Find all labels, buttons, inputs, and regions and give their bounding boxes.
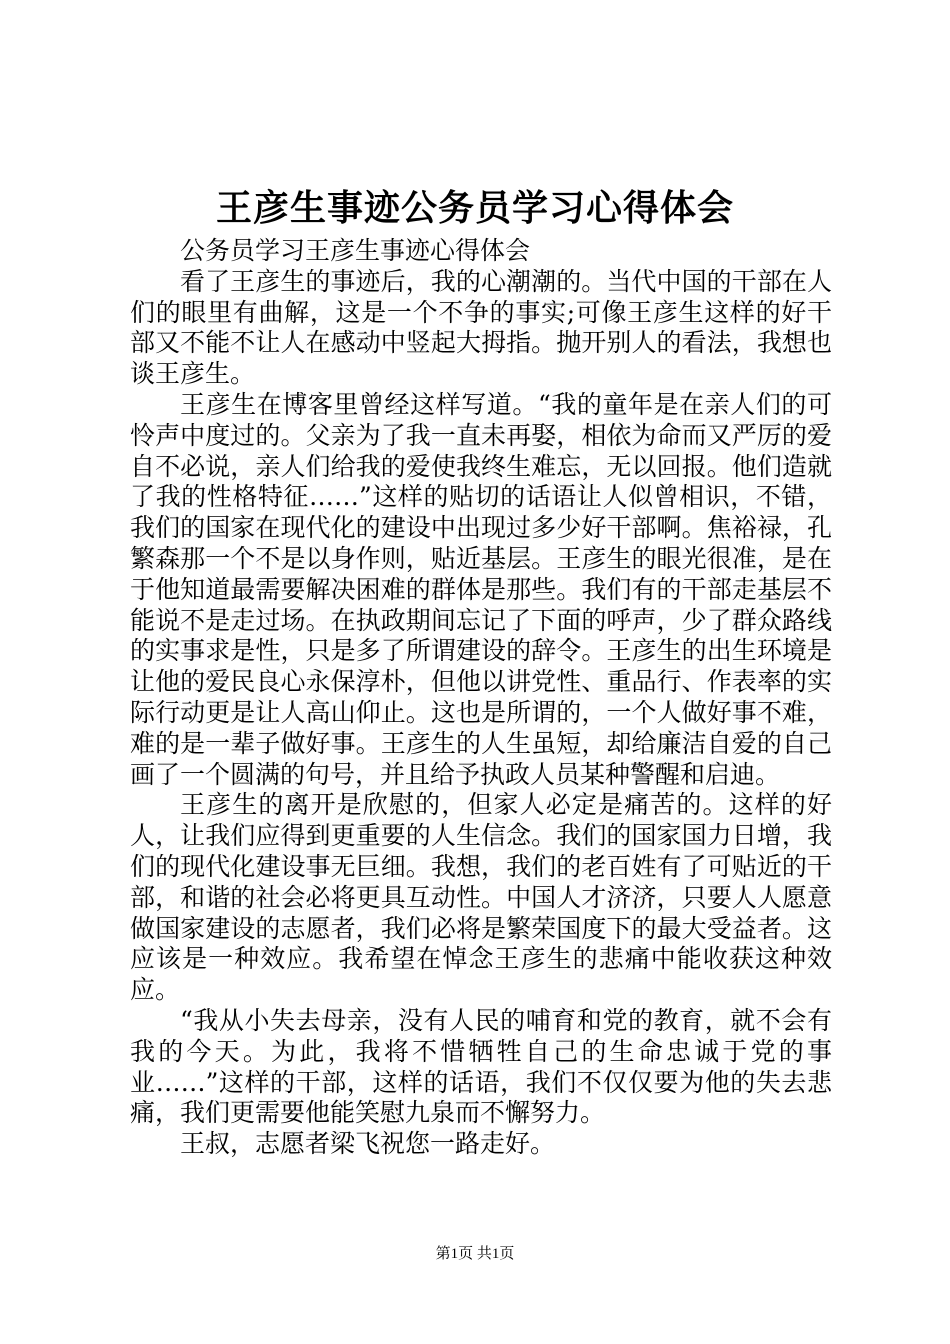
document-title: 王彦生事迹公务员学习心得体会 <box>215 187 734 229</box>
body-paragraph: 看了王彦生的事迹后，我的心潮潮的。当代中国的干部在人们的眼里有曲解，这是一个不争的事实;可像王彦生这样的好干部又不能不让人在感动中竖起大拇指。抛开别人的看法，我想也谈王彦生。 <box>130 266 832 389</box>
document-body <box>130 236 832 1160</box>
body-paragraph: “我从小失去母亲，没有人民的哺育和党的教育，就不会有我的今天。为此，我将不惜牺牲自己的生命忠诚于党的事业……”这样的干部，这样的话语，我们不仅仅要为他的失去悲痛，我们更需要他能笑慰九泉而不懈努力。 <box>130 1005 832 1128</box>
body-paragraph: 王彦生的离开是欣慰的，但家人必定是痛苦的。这样的好人，让我们应得到更重要的人生信念。我们的国家国力日增，我们的现代化建设事无巨细。我想，我们的老百姓有了可贴近的干部，和谐的社会必将更具互动性。中国人才济济，只要人人愿意做国家建设的志愿者，我们必将是繁荣国度下的最大受益者。这应该是一种效应。我希望在悼念王彦生的悲痛中能收获这种效应。 <box>130 790 832 1005</box>
closing-paragraph: 王叔，志愿者梁飞祝您一路走好。 <box>180 1129 556 1159</box>
subtitle-paragraph: 公务员学习王彦生事迹心得体会 <box>180 236 531 265</box>
page-footer: 第1页 共1页 <box>435 1246 515 1262</box>
body-paragraph: 王彦生在博客里曾经这样写道。“我的童年是在亲人们的可怜声中度过的。父亲为了我一直未再娶，相依为命而又严厉的爱自不必说，亲人们给我的爱使我终生难忘，无以回报。他们造就了我的性格特征……”这样的贴切的话语让人似曾相识，不错，我们的国家在现代化的建设中出现过多少好干部啊。焦裕禄，孔繁森那一个不是以身作则，贴近基层。王彦生的眼光很准，是在于他知道最需要解决困难的群体是那些。我们有的干部走基层不能说不是走过场。在执政期间忘记了下面的呼声，少了群众路线的实事求是性，只是多了所谓建设的辞令。王彦生的出生环境是让他的爱民良心永保淳朴，但他以讲党性、重品行、作表率的实际行动更是让人高山仰止。这也是所谓的，一个人做好事不难，难的是一辈子做好事。王彦生的人生虽短，却给廉洁自爱的自己画了一个圆满的句号，并且给予执政人员某种警醒和启迪。 <box>130 389 832 789</box>
